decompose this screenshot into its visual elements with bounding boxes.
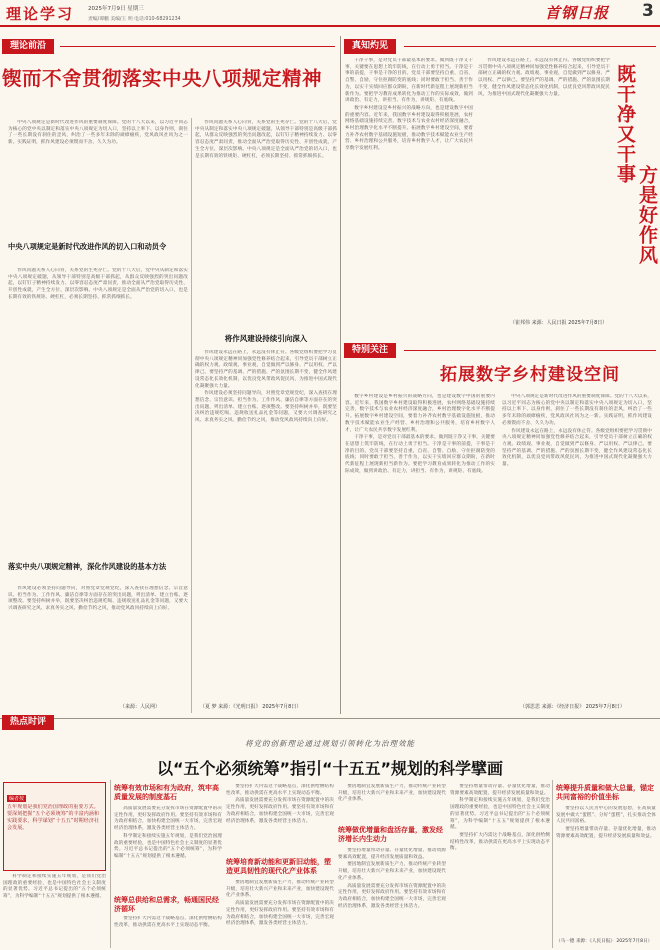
editor-note-label: 编者按	[9, 796, 25, 802]
header-date: 2025年7月9日 星期三	[88, 6, 144, 12]
tebie-body-text-2b: 作风建设永远在路上，永远没有休止符。各级党组织要把学习贯彻中央八项规定精神同加强党性修养结合起来，引导党员干部树立正确的权力观、政绩观、事业观，自觉做到严以修身、严以用权、严以律己。要坚持严的基调、严的措施、严的氛围长期不变，健全作风建设常态化长效化机制，以优良党风带政风促民风，为推进中国式现代化凝聚强大力量。	[502, 428, 652, 468]
tag-zhenzhi: 真知灼见	[344, 39, 396, 54]
left-subhead-2: 落实中央八项规定精神，深化作风建设的基本方法	[8, 562, 167, 571]
bottom-body-b-text: 要坚持扩大内需这个战略基点，深化供给侧结构性改革，推动供需在更高水平上实现动态平衡。	[114, 916, 222, 928]
bottom-section-rule	[0, 718, 660, 719]
masthead	[0, 0, 660, 28]
bottom-byline: （马一德 来源：《人民日报》 2025年7月8日）	[556, 939, 653, 944]
zhenzhi-body-text-1: 干净干事，是对党员干部最基本的要求。做到既干净又干事，关键要在思想上筑牢防线，在行动上勇于担当。干净是干事的前提，干事是干净的目的。党员干部要坚持自重、自省、自警、自励，守住拒腐防变的底线；同时要敢于担当、善于作为，以实干实绩回应群众期盼，在新时代新征程上展现新担当新作为。要把学习教育成果转化为推动工作的实际成效，做到讲政治、有定力，讲担当、有作为，讲规矩、有底线。	[345, 58, 473, 104]
left-byline: （来源：人民网）	[120, 704, 161, 710]
bottom-subhead-2: 统筹总供给和总需求，畅通国民经济循环	[114, 896, 219, 913]
bottom-body-a	[114, 806, 222, 894]
left-body-2-text: 作风建设必须坚持问题导向，对照党章党规党纪，深入查找在理想信念、宗旨意识、担当作为、工作作风、廉洁自律等方面存在的突出问题，列出清单、建立台账、逐项整改。要坚持纠树并举，既要坚决纠治违规吃喝、违规收送礼品礼金等问题，又要大兴调查研究之风、求真务实之风、勤俭节约之风，推动党风政风持续向上向好。	[8, 586, 188, 612]
bottom-body-e-top-text-3: 要坚持扩大内需这个战略基点，深化供给侧结构性改革，推动供需在更高水平上实现动态平衡。	[450, 832, 550, 852]
header-meta: 责编/谭鹏 美编/王 明 电话:010-68291234	[88, 17, 181, 22]
left-body-1	[8, 268, 188, 555]
left-lead-text: 中央八项规定是新时代改进作风的重要制度保障。党的十八大以来，以习近平同志为核心的党中央以制定和落实中央八项规定为切入口，坚持以上率下、以身作则，刹住了一些长期没有刹住的歪风，纠治了一些多年未除的顽瘴痼疾，党风政风社风为之一新。实践证明，抓作风建设必须锲而不舍、久久为功。	[8, 120, 188, 146]
bottom-divider-1	[110, 780, 111, 948]
bottom-body-b	[114, 916, 222, 948]
bottom-body-d-text-3: 高质量发展需要充分发挥市场在资源配置中的决定性作用，更好发挥政府作用。要坚持有效市场和有为政府相结合，加快构建全国统一大市场，完善宏观经济治理体系，激发各类经营主体活力。	[338, 883, 446, 909]
left-lead	[8, 120, 188, 244]
middle-body-text: 作风建设永远在路上，永远没有休止符。各级党组织要把学习贯彻中央八项规定精神同加强党性修养结合起来，引导党员干部树立正确的权力观、政绩观、事业观，自觉做到严以修身、严以用权、严以律己。要坚持严的基调、严的措施、严的氛围长期不变，健全作风建设常态化长效化机制，以优良党风带政风促民风，为推进中国式现代化凝聚强大力量。	[195, 350, 337, 389]
bottom-subhead-3: 统筹培育新动能和更新旧动能，塑造更具韧性的现代化产业体系	[226, 858, 331, 875]
tag-redian: 热点时评	[2, 715, 54, 730]
tebie-body-text-1: 数字乡村建设是乡村振兴的战略方向，也是建设数字中国的重要内容。近年来，我国数字乡村建设取得积极进展，农村网络基础设施持续完善，数字技术与农业农村经济深度融合，乡村治理数字化水平不断提升。拓展数字乡村建设空间，要着力补齐农村数字基础设施短板，推动数字技术赋能农业生产经营、乡村治理和公共服务，培育乡村数字人才，让广大农民共享数字发展红利。	[345, 394, 495, 433]
editor-note-text: 五年规划是我们党治国理政的重要方式。要深刻把握“五个必须统筹”的丰富内涵和实践要求，科学谋划“十五五”时期经济社会发展。	[7, 804, 100, 831]
zhenzhi-title-1: 既干净又干事	[614, 64, 636, 184]
bottom-divider-2	[552, 780, 553, 948]
bottom-body-c-text-2: 高质量发展需要充分发挥市场在资源配置中的决定性作用，更好发挥政府作用。要坚持有效市场和有为政府相结合，加快构建全国统一大市场，完善宏观经济治理体系，激发各类经营主体活力。	[226, 901, 334, 927]
middle-heading: 将作风建设持续引向深入	[224, 334, 308, 343]
left-subhead-1: 中央八项规定是新时代改进作风的切入口和动员令	[8, 242, 167, 251]
bottom-body-d-top-text: 要因地制宜发展新质生产力，推动传统产业转型升级，培育壮大新兴产业和未来产业，加快建设现代化产业体系。	[338, 784, 446, 803]
bottom-body-d-text-2: 要因地制宜发展新质生产力，推动传统产业转型升级，培育壮大新兴产业和未来产业，加快建设现代化产业体系。	[338, 862, 446, 881]
middle-body-top-text: 作风问题关系人心向背，关系党的生死存亡。党的十八大后，党中央从制定和落实中央八项规定破题，从领导干部特别是高级干部抓起，从群众反映强烈的突出问题改起，以钉钉子精神持续发力、以零容忍态度严肃问责，推动全面从严治党取得历史性、开创性成就，产生全方位、深层次影响。中央八项规定是全面从严治党的切入口，也是长期有效的铁规矩、硬杠杠，必须长期坚持、抓常抓细抓长。	[195, 120, 337, 159]
tebie-tag-rule	[404, 350, 656, 351]
bottom-intro-text: 科学制定和接续实施五年规划，是我们党治国理政的重要经验，也是中国特色社会主义制度的显著优势。习近平总书记提出的“五个必须统筹”，为科学编制“十五五”规划提供了根本遵循。	[3, 874, 106, 900]
tag-tebie: 特别关注	[344, 343, 396, 358]
bottom-body-d-top	[338, 784, 446, 824]
left-body-1-text: 作风问题关系人心向背，关系党的生死存亡。党的十八大后，党中央从制定和落实中央八项规定破题，从领导干部特别是高级干部抓起，从群众反映强烈的突出问题改起，以钉钉子精神持续发力、以零容忍态度严肃问责，推动全面从严治党取得历史性、开创性成就，产生全方位、深层次影响。中央八项规定是全面从严治党的切入口，也是长期有效的铁规矩、硬杠杠，必须长期坚持、抓常抓细抓长。	[8, 268, 188, 300]
bottom-body-e	[556, 806, 656, 936]
bottom-kicker: 将党的创新理论通过规划引领转化为治理效能	[245, 739, 415, 748]
zhenzhi-body-col1	[345, 58, 473, 326]
zhenzhi-tag-rule	[404, 46, 656, 47]
bottom-title: 以“五个必须统筹”指引“十五五”规划的科学擘画	[156, 759, 504, 778]
tag-lilun: 理论前沿	[2, 39, 54, 54]
zhenzhi-body-text-2: 作风建设永远在路上，永远没有休止符。各级党组织要把学习贯彻中央八项规定精神同加强党性修养结合起来，引导党员干部树立正确的权力观、政绩观、事业观，自觉做到严以修身、严以用权、严以律己。要坚持严的基调、严的措施、严的氛围长期不变，健全作风建设常态化长效化机制，以优良党风带政风促民风，为推进中国式现代化凝聚强大力量。	[478, 58, 610, 97]
tebie-title: 拓展数字乡村建设空间	[440, 365, 620, 385]
bottom-body-d-text: 要坚持增量带动存量、存量优化增量，推动资源要素高效配置，提升经济发展质量和效益。	[338, 848, 446, 860]
bottom-body-e-top-text: 要坚持增量带动存量、存量优化增量，推动资源要素高效配置，提升经济发展质量和效益。	[450, 784, 550, 796]
paper-logo: 首钢日报	[545, 4, 610, 22]
bottom-body-c-top-text: 要坚持扩大内需这个战略基点，深化供给侧结构性改革，推动供需在更高水平上实现动态平衡。	[226, 784, 334, 796]
bottom-subhead-1: 统筹有效市场和有为政府，筑牢高质量发展的制度基石	[114, 784, 219, 801]
left-tag-rule	[60, 46, 335, 47]
left-story-title: 锲而不舍贯彻落实中央八项规定精神	[2, 67, 323, 90]
middle-body-top	[195, 120, 337, 328]
tebie-body-col2	[502, 394, 652, 696]
bottom-body-c-top	[226, 784, 334, 856]
middle-byline: （夏 梦 来源：《光明日报》 2025年7月8日）	[200, 704, 302, 710]
column-divider-left	[191, 118, 192, 713]
left-body-2	[8, 586, 188, 708]
middle-body-text-2: 作风建设必须坚持问题导向，对照党章党规党纪，深入查找在理想信念、宗旨意识、担当作为、工作作风、廉洁自律等方面存在的突出问题，列出清单、建立台账、逐项整改。要坚持纠树并举，既要坚决纠治违规吃喝、违规收送礼品礼金等问题，又要大兴调查研究之风、求真务实之风、勤俭节约之风，推动党风政风持续向上向好。	[195, 391, 337, 424]
masthead-rule	[0, 25, 660, 27]
bottom-subhead-4: 统筹做优增量和盘活存量，激发经济增长内生动力	[338, 826, 443, 843]
bottom-body-c-text: 要因地制宜发展新质生产力，推动传统产业转型升级，培育壮大新兴产业和未来产业，加快建设现代化产业体系。	[226, 880, 334, 899]
tebie-body-text-2: 中央八项规定是新时代改进作风的重要制度保障。党的十八大以来，以习近平同志为核心的党中央以制定和落实中央八项规定为切入口，坚持以上率下、以身作则，刹住了一些长期没有刹住的歪风，纠治了一些多年未除的顽瘴痼疾，党风政风社风为之一新。实践证明，抓作风建设必须锲而不舍、久久为功。	[502, 394, 652, 426]
column-divider-center	[340, 36, 341, 714]
zhenzhi-body-col2	[478, 58, 610, 326]
tebie-byline: （郭思思 来源：《经济日报》 2025年7月8日）	[520, 704, 625, 710]
bottom-body-c	[226, 880, 334, 946]
section-label: 理论学习	[6, 5, 75, 23]
editor-note-box	[3, 782, 106, 871]
zhenzhi-body-text-1b: 数字乡村建设是乡村振兴的战略方向，也是建设数字中国的重要内容。近年来，我国数字乡村建设取得积极进展，农村网络基础设施持续完善，数字技术与农业农村经济深度融合，乡村治理数字化水平不断提升。拓展数字乡村建设空间，要着力补齐农村数字基础设施短板，推动数字技术赋能农业生产经营、乡村治理和公共服务，培育乡村数字人才，让广大农民共享数字发展红利。	[345, 105, 473, 152]
zhenzhi-byline: （崔邦伟 来源：人民日报 2025年7月8日）	[510, 320, 608, 326]
bottom-body-a-text-2: 科学制定和接续实施五年规划，是我们党治国理政的重要经验，也是中国特色社会主义制度的显著优势。习近平总书记提出的“五个必须统筹”，为科学编制“十五五”规划提供了根本遵循。	[114, 833, 222, 859]
bottom-body-d	[338, 848, 446, 946]
bottom-body-a-text: 高质量发展需要充分发挥市场在资源配置中的决定性作用，更好发挥政府作用。要坚持有效市场和有为政府相结合，加快构建全国统一大市场，完善宏观经济治理体系，激发各类经营主体活力。	[114, 806, 222, 832]
zhenzhi-title-2: 方是好作风	[636, 165, 658, 265]
middle-body	[195, 350, 337, 700]
tebie-body-col1	[345, 394, 495, 712]
tebie-body-text-1b: 干净干事，是对党员干部最基本的要求。做到既干净又干事，关键要在思想上筑牢防线，在行动上勇于担当。干净是干事的前提，干事是干净的目的。党员干部要坚持自重、自省、自警、自励，守住拒腐防变的底线；同时要敢于担当、善于作为，以实干实绩回应群众期盼，在新时代新征程上展现新担当新作为。要把学习教育成果转化为推动工作的实际成效，做到讲政治、有定力，讲担当、有作为，讲规矩、有底线。	[345, 435, 495, 474]
bottom-intro	[3, 874, 106, 946]
bottom-body-e-text-2: 要坚持增量带动存量、存量优化增量，推动资源要素高效配置，提升经济发展质量和效益。	[556, 827, 656, 839]
bottom-body-e-text: 要坚持以人民为中心的发展思想，在高质量发展中做大“蛋糕”、分好“蛋糕”，扎实推动全体人民共同富裕。	[556, 806, 656, 825]
bottom-body-e-top-text-2: 科学制定和接续实施五年规划，是我们党治国理政的重要经验，也是中国特色社会主义制度的显著优势。习近平总书记提出的“五个必须统筹”，为科学编制“十五五”规划提供了根本遵循。	[450, 798, 550, 831]
page-number: 3	[642, 1, 654, 21]
bottom-body-e-top	[450, 784, 550, 946]
bottom-subhead-5: 统筹提升质量和做大总量，锚定共同富裕的价值坐标	[556, 784, 654, 801]
bottom-body-c-top-text-2: 高质量发展需要充分发挥市场在资源配置中的决定性作用，更好发挥政府作用。要坚持有效市场和有为政府相结合，加快构建全国统一大市场，完善宏观经济治理体系，激发各类经营主体活力。	[226, 798, 334, 824]
